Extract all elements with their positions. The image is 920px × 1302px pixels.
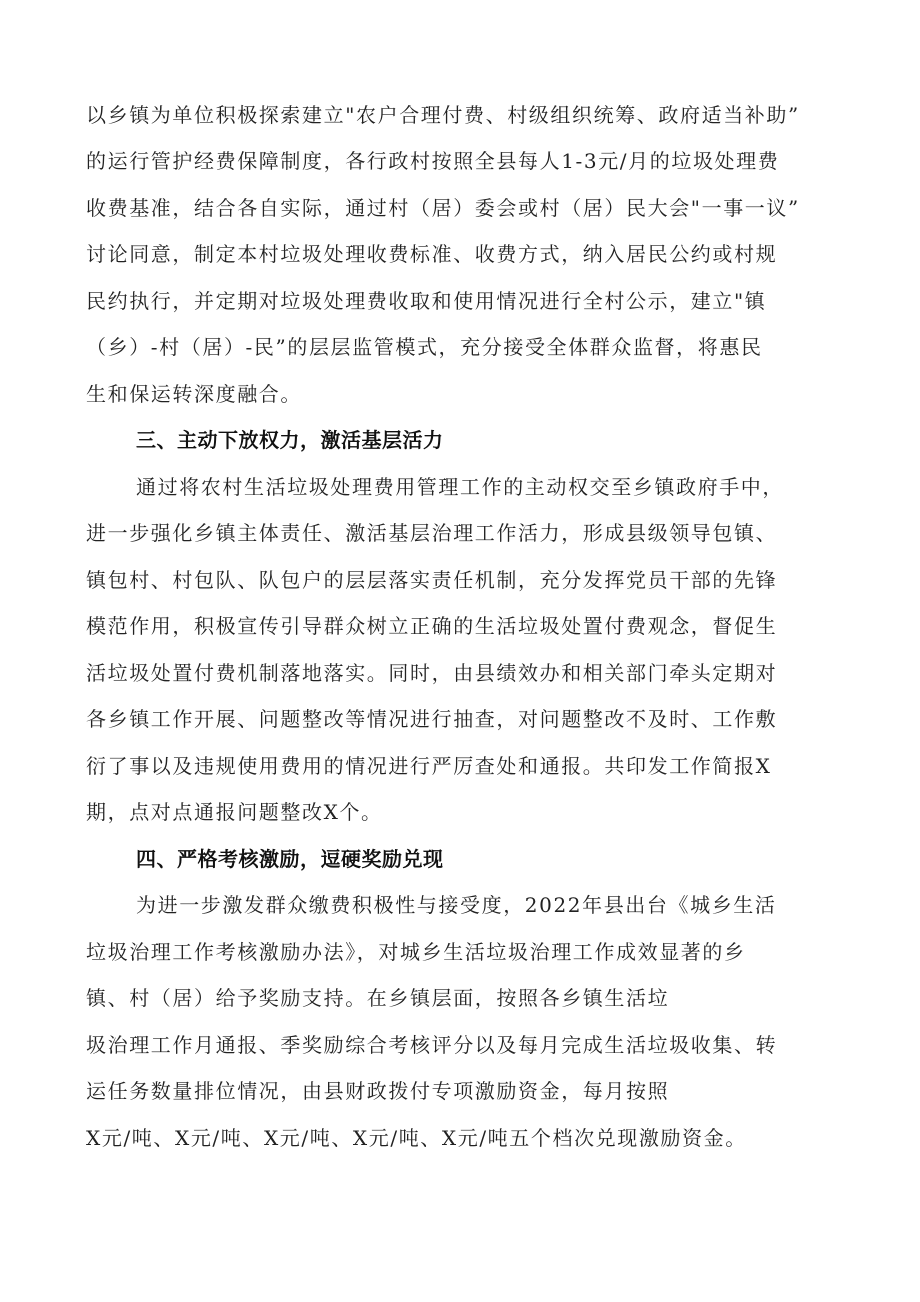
paragraph-line: 的运行管护经费保障制度，各行政村按照全县每人1-3元/月的垃圾处理费 <box>86 149 780 173</box>
paragraph-line: 镇、村（居）给予奖励支持。在乡镇层面，按照各乡镇生活垃 <box>86 986 670 1010</box>
paragraph-line: 垃圾治理工作考核激励办法》，对城乡生活垃圾治理工作成效显著的乡 <box>86 940 746 964</box>
paragraph-line: 民约执行，并定期对垃圾处理费收取和使用情况进行全村公示，建立"镇 <box>86 289 767 313</box>
paragraph-line: X元/吨、X元/吨、X元/吨、X元/吨、X元/吨五个档次兑现激励资金。 <box>86 1126 747 1150</box>
paragraph-line: 圾治理工作月通报、季奖励综合考核评分以及每月完成生活垃圾收集、转 <box>86 1033 778 1057</box>
paragraph-line: 生和保运转深度融合。 <box>86 382 302 406</box>
paragraph-line: 以乡镇为单位积极探索建立"农户合理付费、村级组织统筹、政府适当补助” <box>86 103 800 127</box>
paragraph-line: 为进一步激发群众缴费积极性与接受度，2022年县出台《城乡生活 <box>136 893 777 917</box>
paragraph-line: 运任务数量排位情况，由县财政拨付专项激励资金，每月按照 <box>86 1079 670 1103</box>
section-heading-3: 三、主动下放权力，激活基层活力 <box>136 428 444 452</box>
paragraph-line: 各乡镇工作开展、问题整改等情况进行抽查，对问题整改不及时、工作敷 <box>86 707 778 731</box>
paragraph-line: 通过将农村生活垃圾处理费用管理工作的主动权交至乡镇政府手中， <box>136 475 784 499</box>
paragraph-line: 镇包村、村包队、队包户的层层落实责任机制，充分发挥党员干部的先锋 <box>86 568 778 592</box>
paragraph-line: （乡）-村（居）-民”的层层监管模式，充分接受全体群众监督，将惠民 <box>86 335 763 359</box>
paragraph-line: 衍了事以及违规使用费用的情况进行严厉查处和通报。共印发工作简报X <box>86 754 772 778</box>
paragraph-line: 模范作用，积极宣传引导群众树立正确的生活垃圾处置付费观念，督促生 <box>86 614 778 638</box>
paragraph-line: 期，点对点通报问题整改X个。 <box>86 800 383 824</box>
section-heading-4: 四、严格考核激励，逗硬奖励兑现 <box>136 847 444 871</box>
paragraph-line: 讨论同意，制定本村垃圾处理收费标准、收费方式，纳入居民公约或村规 <box>86 242 778 266</box>
paragraph-line: 活垃圾处置付费机制落地落实。同时，由县绩效办和相关部门牵头定期对 <box>86 661 778 685</box>
paragraph-line: 收费基准，结合各自实际，通过村（居）委会或村（居）民大会"一事一议” <box>86 196 800 220</box>
paragraph-line: 进一步强化乡镇主体责任、激活基层治理工作活力，形成县级领导包镇、 <box>86 521 778 545</box>
